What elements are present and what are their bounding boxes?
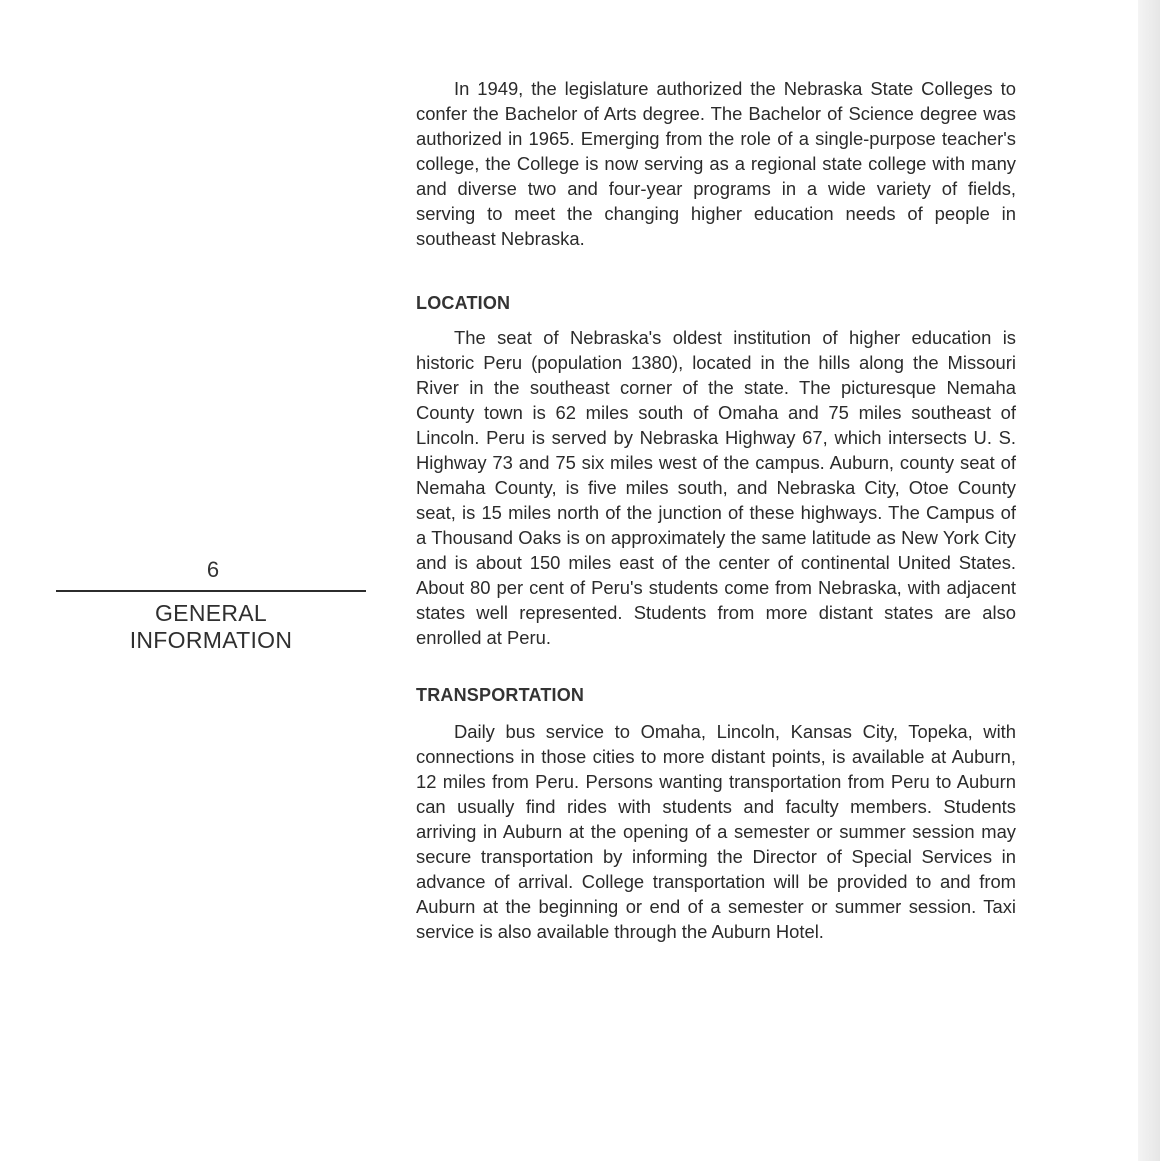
location-heading: LOCATION: [416, 293, 511, 313]
transportation-paragraph: Daily bus service to Omaha, Lincoln, Kansas City, Topeka, with connections in those cities to more distant points, is available at Auburn, 12 miles from Peru. Persons wanting transportation from Peru to Auburn can usually find rides with students and faculty members. Students arriving in Auburn at the opening of a semester or summer session may secure transportation by informing the Director of Special Services in advance of arrival. College transportation will be provided to and from Auburn at the beginning or end of a semester or summer session. Taxi service is also available through the Auburn Hotel.: [416, 721, 1016, 942]
page-edge-shadow: [1138, 0, 1160, 1161]
main-content: [416, 76, 1016, 944]
section-title-line1: GENERAL: [154, 600, 268, 626]
section-sidebar: [56, 556, 366, 654]
page-number: 6: [206, 557, 220, 582]
intro-paragraph: In 1949, the legislature authorized the Nebraska State Colleges to confer the Bachelor of Arts degree. The Bachelor of Science degree was authorized in 1965. Emerging from the role of a single-purpose teacher's college, the College is now serving as a regional state college with many and diverse two and four-year programs in a wide variety of fields, serving to meet the changing higher education needs of people in southeast Nebraska.: [416, 78, 1016, 249]
location-paragraph: The seat of Nebraska's oldest institution of higher education is historic Peru (population 1380), located in the hills along the Missouri River in the southeast corner of the state. The picturesque Nemaha County town is 62 miles south of Omaha and 75 miles southeast of Lincoln. Peru is served by Nebraska Highway 67, which intersects U. S. Highway 73 and 75 six miles west of the campus. Auburn, county seat of Nemaha County, is five miles south, and Nebraska City, Otoe County seat, is 15 miles north of the junction of these highways. The Campus of a Thousand Oaks is on approximately the same latitude as New York City and is about 150 miles east of the center of continental United States. About 80 per cent of Peru's students come from Nebraska, with adjacent states well represented. Students from more distant states are also enrolled at Peru.: [416, 327, 1016, 648]
section-title: [56, 600, 366, 654]
sidebar-divider: [56, 590, 366, 592]
transportation-heading: TRANSPORTATION: [416, 685, 585, 705]
section-title-line2: INFORMATION: [129, 627, 293, 653]
